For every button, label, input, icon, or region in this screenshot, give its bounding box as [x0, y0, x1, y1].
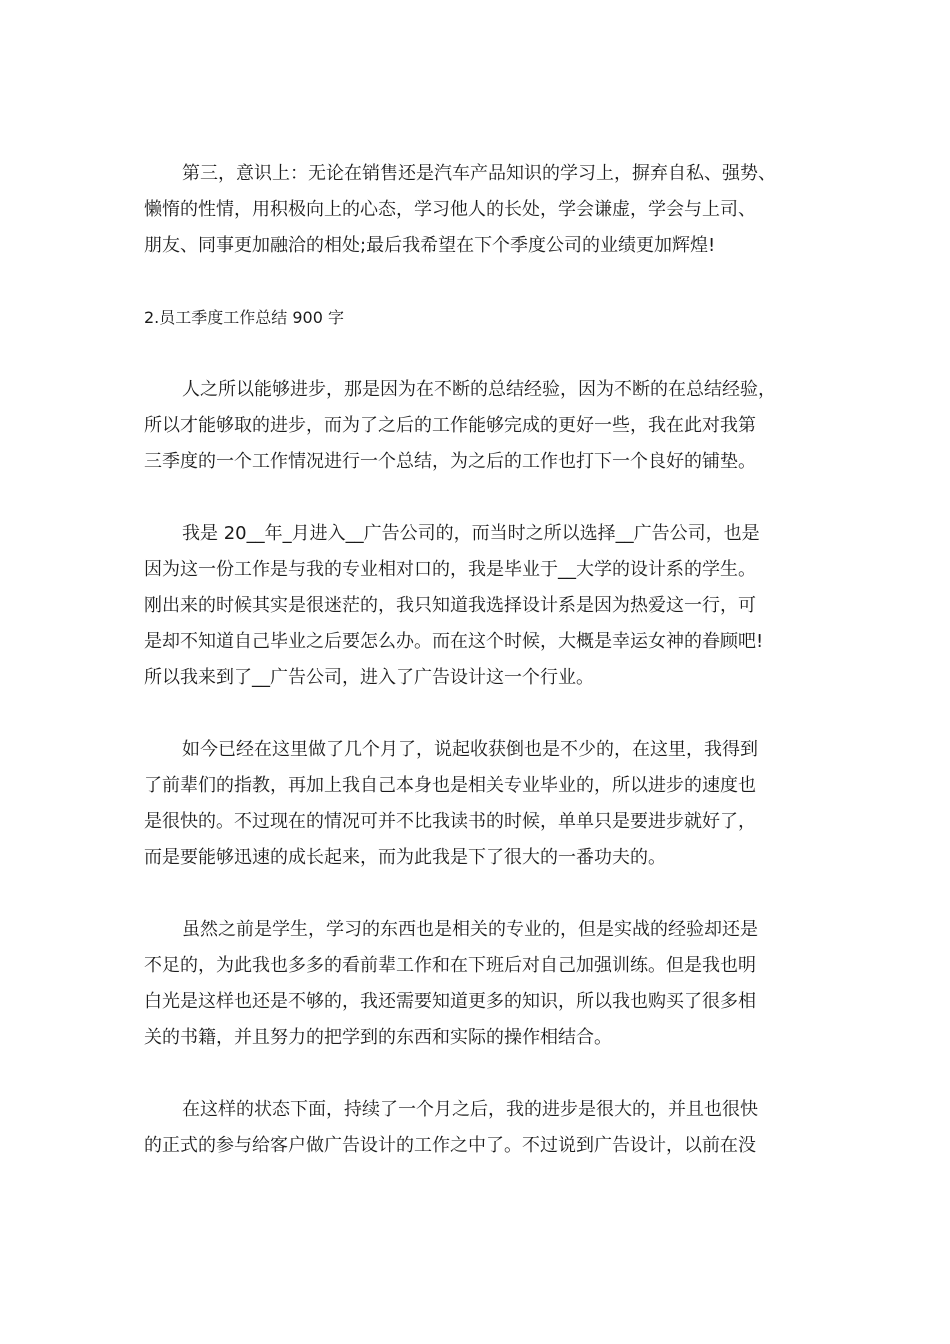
paragraph-intro [144, 372, 824, 480]
paragraph-line: 而是要能够迅速的成长起来，而为此我是下了很大的一番功夫的。 [144, 847, 666, 868]
paragraph-line: 第三，意识上：无论在销售还是汽车产品知识的学习上，摒弃自私、强势、 [182, 163, 776, 184]
paragraph-line: 所以才能够取的进步，而为了之后的工作能够完成的更好一些，我在此对我第 [144, 415, 756, 436]
paragraph-spacer [144, 480, 824, 516]
paragraph-line: 关的书籍，并且努力的把学到的东西和实际的操作相结合。 [144, 1027, 612, 1048]
paragraph-line: 如今已经在这里做了几个月了，说起收获倒也是不少的，在这里，我得到 [182, 739, 758, 760]
paragraph-progress [144, 732, 824, 876]
document-body [144, 156, 824, 1164]
paragraph-client-work [144, 1092, 824, 1164]
paragraph-spacer [144, 264, 824, 300]
paragraph-spacer [144, 876, 824, 912]
paragraph-line: 因为这一份工作是与我的专业相对口的，我是毕业于__大学的设计系的学生。 [144, 559, 756, 580]
paragraph-line: 刚出来的时候其实是很迷茫的，我只知道我选择设计系是因为热爱这一行，可 [144, 595, 756, 616]
paragraph-line: 的正式的参与给客户做广告设计的工作之中了。不过说到广告设计，以前在没 [144, 1135, 756, 1156]
paragraph-training [144, 912, 824, 1056]
paragraph-line: 我是 20__年_月进入__广告公司的，而当时之所以选择__广告公司，也是 [182, 523, 760, 544]
paragraph-line: 所以我来到了__广告公司，进入了广告设计这一个行业。 [144, 667, 594, 688]
paragraph-spacer [144, 696, 824, 732]
paragraph-line: 白光是这样也还是不够的，我还需要知道更多的知识，所以我也购买了很多相 [144, 991, 756, 1012]
paragraph-spacer [144, 1056, 824, 1092]
paragraph-spacer [144, 336, 824, 372]
paragraph-awareness [144, 156, 824, 264]
paragraph-line: 在这样的状态下面，持续了一个月之后，我的进步是很大的，并且也很快 [182, 1099, 758, 1120]
paragraph-line: 是很快的。不过现在的情况可并不比我读书的时候，单单只是要进步就好了， [144, 811, 756, 832]
paragraph-line: 懒惰的性情，用积极向上的心态，学习他人的长处，学会谦虚，学会与上司、 [144, 199, 756, 220]
paragraph-line: 了前辈们的指教，再加上我自己本身也是相关专业毕业的，所以进步的速度也 [144, 775, 756, 796]
paragraph-line: 不足的，为此我也多多的看前辈工作和在下班后对自己加强训练。但是我也明 [144, 955, 756, 976]
paragraph-line: 人之所以能够进步，那是因为在不断的总结经验，因为不断的在总结经验， [182, 379, 776, 400]
paragraph-line: 朋友、同事更加融洽的相处;最后我希望在下个季度公司的业绩更加辉煌! [144, 235, 716, 256]
paragraph-background [144, 516, 824, 696]
paragraph-line: 三季度的一个工作情况进行一个总结，为之后的工作也打下一个良好的铺垫。 [144, 451, 756, 472]
section-heading: 2.员工季度工作总结 900 字 [144, 308, 344, 327]
paragraph-line: 是却不知道自己毕业之后要怎么办。而在这个时候，大概是幸运女神的眷顾吧! [144, 631, 764, 652]
paragraph-line: 虽然之前是学生，学习的东西也是相关的专业的，但是实战的经验却还是 [182, 919, 758, 940]
